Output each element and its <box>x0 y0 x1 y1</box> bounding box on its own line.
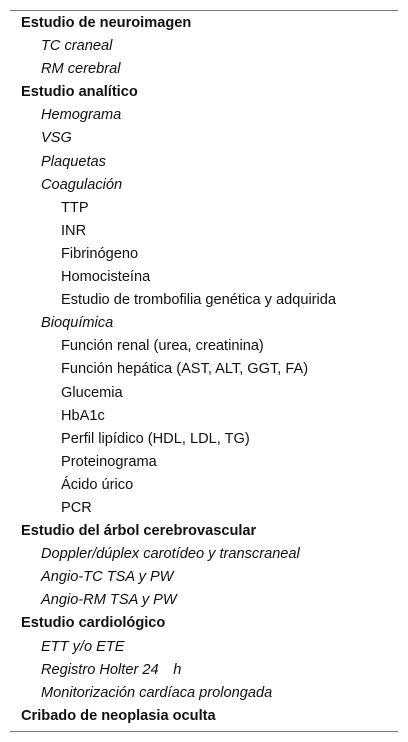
workup-table <box>10 10 398 732</box>
item: Doppler/dúplex carotídeo y transcraneal <box>41 546 300 563</box>
section-heading: Estudio de neuroimagen <box>21 15 192 31</box>
sub-item: HbA1c <box>61 407 105 424</box>
item: Plaquetas <box>41 153 106 170</box>
section-heading: Estudio analítico <box>21 84 138 101</box>
sub-item: Estudio de trombofilia genética y adquirida <box>61 292 337 309</box>
section-heading: Estudio cardiológico <box>21 615 166 632</box>
section-heading: Cribado de neoplasia oculta <box>21 707 216 724</box>
sub-item: TTP <box>61 199 89 216</box>
item: TC craneal <box>41 38 113 55</box>
item: Bioquímica <box>41 315 114 332</box>
item: Coagulación <box>41 176 123 193</box>
item: Registro Holter 24 h <box>41 661 182 678</box>
item: Angio-TC TSA y PW <box>41 569 174 586</box>
sub-item: Función hepática (AST, ALT, GGT, FA) <box>61 361 309 378</box>
sub-item: Perfil lipídico (HDL, LDL, TG) <box>61 430 250 447</box>
section-heading: Estudio del árbol cerebrovascular <box>21 523 257 540</box>
item: RM cerebral <box>41 61 121 78</box>
item: Hemograma <box>41 107 122 124</box>
sub-item: Proteinograma <box>61 453 157 470</box>
sub-item: Glucemia <box>61 384 123 401</box>
item: ETT y/o ETE <box>41 638 125 655</box>
sub-item: INR <box>61 222 87 239</box>
item: Monitorización cardíaca prolongada <box>41 684 273 701</box>
sub-item: Fibrinógeno <box>61 245 139 262</box>
item: Angio-RM TSA y PW <box>41 592 177 609</box>
item: VSG <box>41 130 72 147</box>
sub-item: Ácido úrico <box>61 476 134 493</box>
table-rows <box>10 12 398 728</box>
sub-item: Función renal (urea, creatinina) <box>61 338 264 355</box>
sub-item: Homocisteína <box>61 269 151 286</box>
sub-item: PCR <box>61 499 92 516</box>
